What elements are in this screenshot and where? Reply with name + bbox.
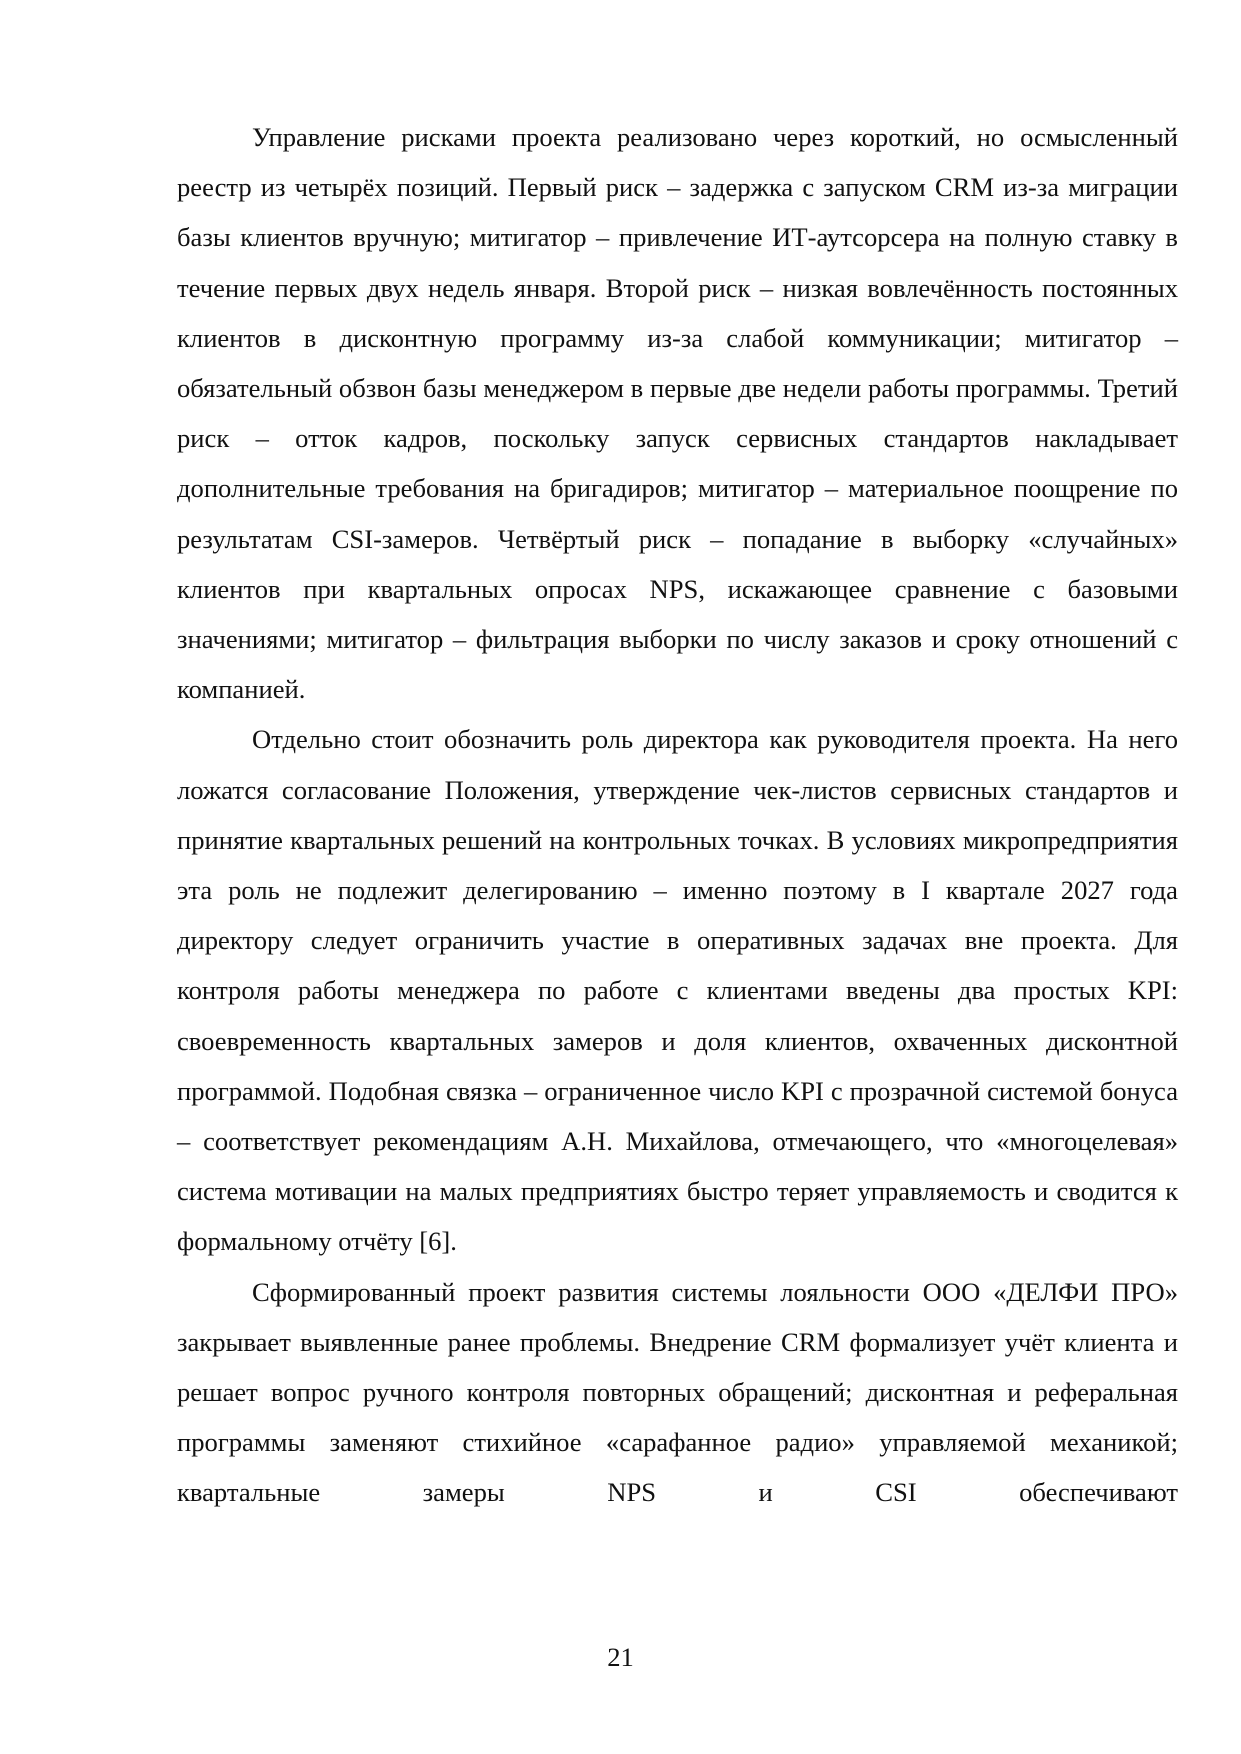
body-text [177,112,1178,1518]
page-number: 21 [607,1642,634,1672]
paragraph-director-role: Отдельно стоит обозначить роль директора как руководителя проекта. На него ложатся согласование Положения, утверждение чек-листов сервисных стандартов и принятие квартальных решений на контрольных точках. В условиях микропредприятия эта роль не подлежит делегированию – именно поэтому в I квартале 2027 года директору следует ограничить участие в оперативных задачах вне проекта. Для контроля работы менеджера по работе с клиентами введены два простых KPI: своевременность квартальных замеров и доля клиентов, охваченных дисконтной программой. Подобная связка – ограниченное число KPI с прозрачной системой бонуса – соответствует рекомендациям А.Н. Михайлова, отмечающего, что «многоцелевая» система мотивации на малых предприятиях быстро теряет управляемость и сводится к формальному отчёту [6]. [177,724,1178,1257]
paragraph-project-summary: Сформированный проект развития системы лояльности ООО «ДЕЛФИ ПРО» закрывает выявленные ранее проблемы. Внедрение CRM формализует учёт клиента и решает вопрос ручного контроля повторных обращений; дисконтная и реферальная программы заменяют стихийное «сарафанное радио» управляемой механикой; квартальные замеры NPS и CSI обеспечивают [177,1276,1178,1508]
paragraph-risk-management: Управление рисками проекта реализовано через короткий, но осмысленный реестр из четырёх позиций. Первый риск – задержка с запуском CRM из-за миграции базы клиентов вручную; митигатор – привлечение ИТ-аутсорсера на полную ставку в течение первых двух недель января. Второй риск – низкая вовлечённость постоянных клиентов в дисконтную программу из-за слабой коммуникации; митигатор – обязательный обзвон базы менеджером в первые две недели работы программы. Третий риск – отток кадров, поскольку запуск сервисных стандартов накладывает дополнительные требования на бригадиров; митигатор – материальное поощрение по результатам CSI-замеров. Четвёртый риск – попадание в выборку «случайных» клиентов при квартальных опросах NPS, искажающее сравнение с базовыми значениями; митигатор – фильтрация выборки по числу заказов и сроку отношений с компанией. [177,122,1178,705]
